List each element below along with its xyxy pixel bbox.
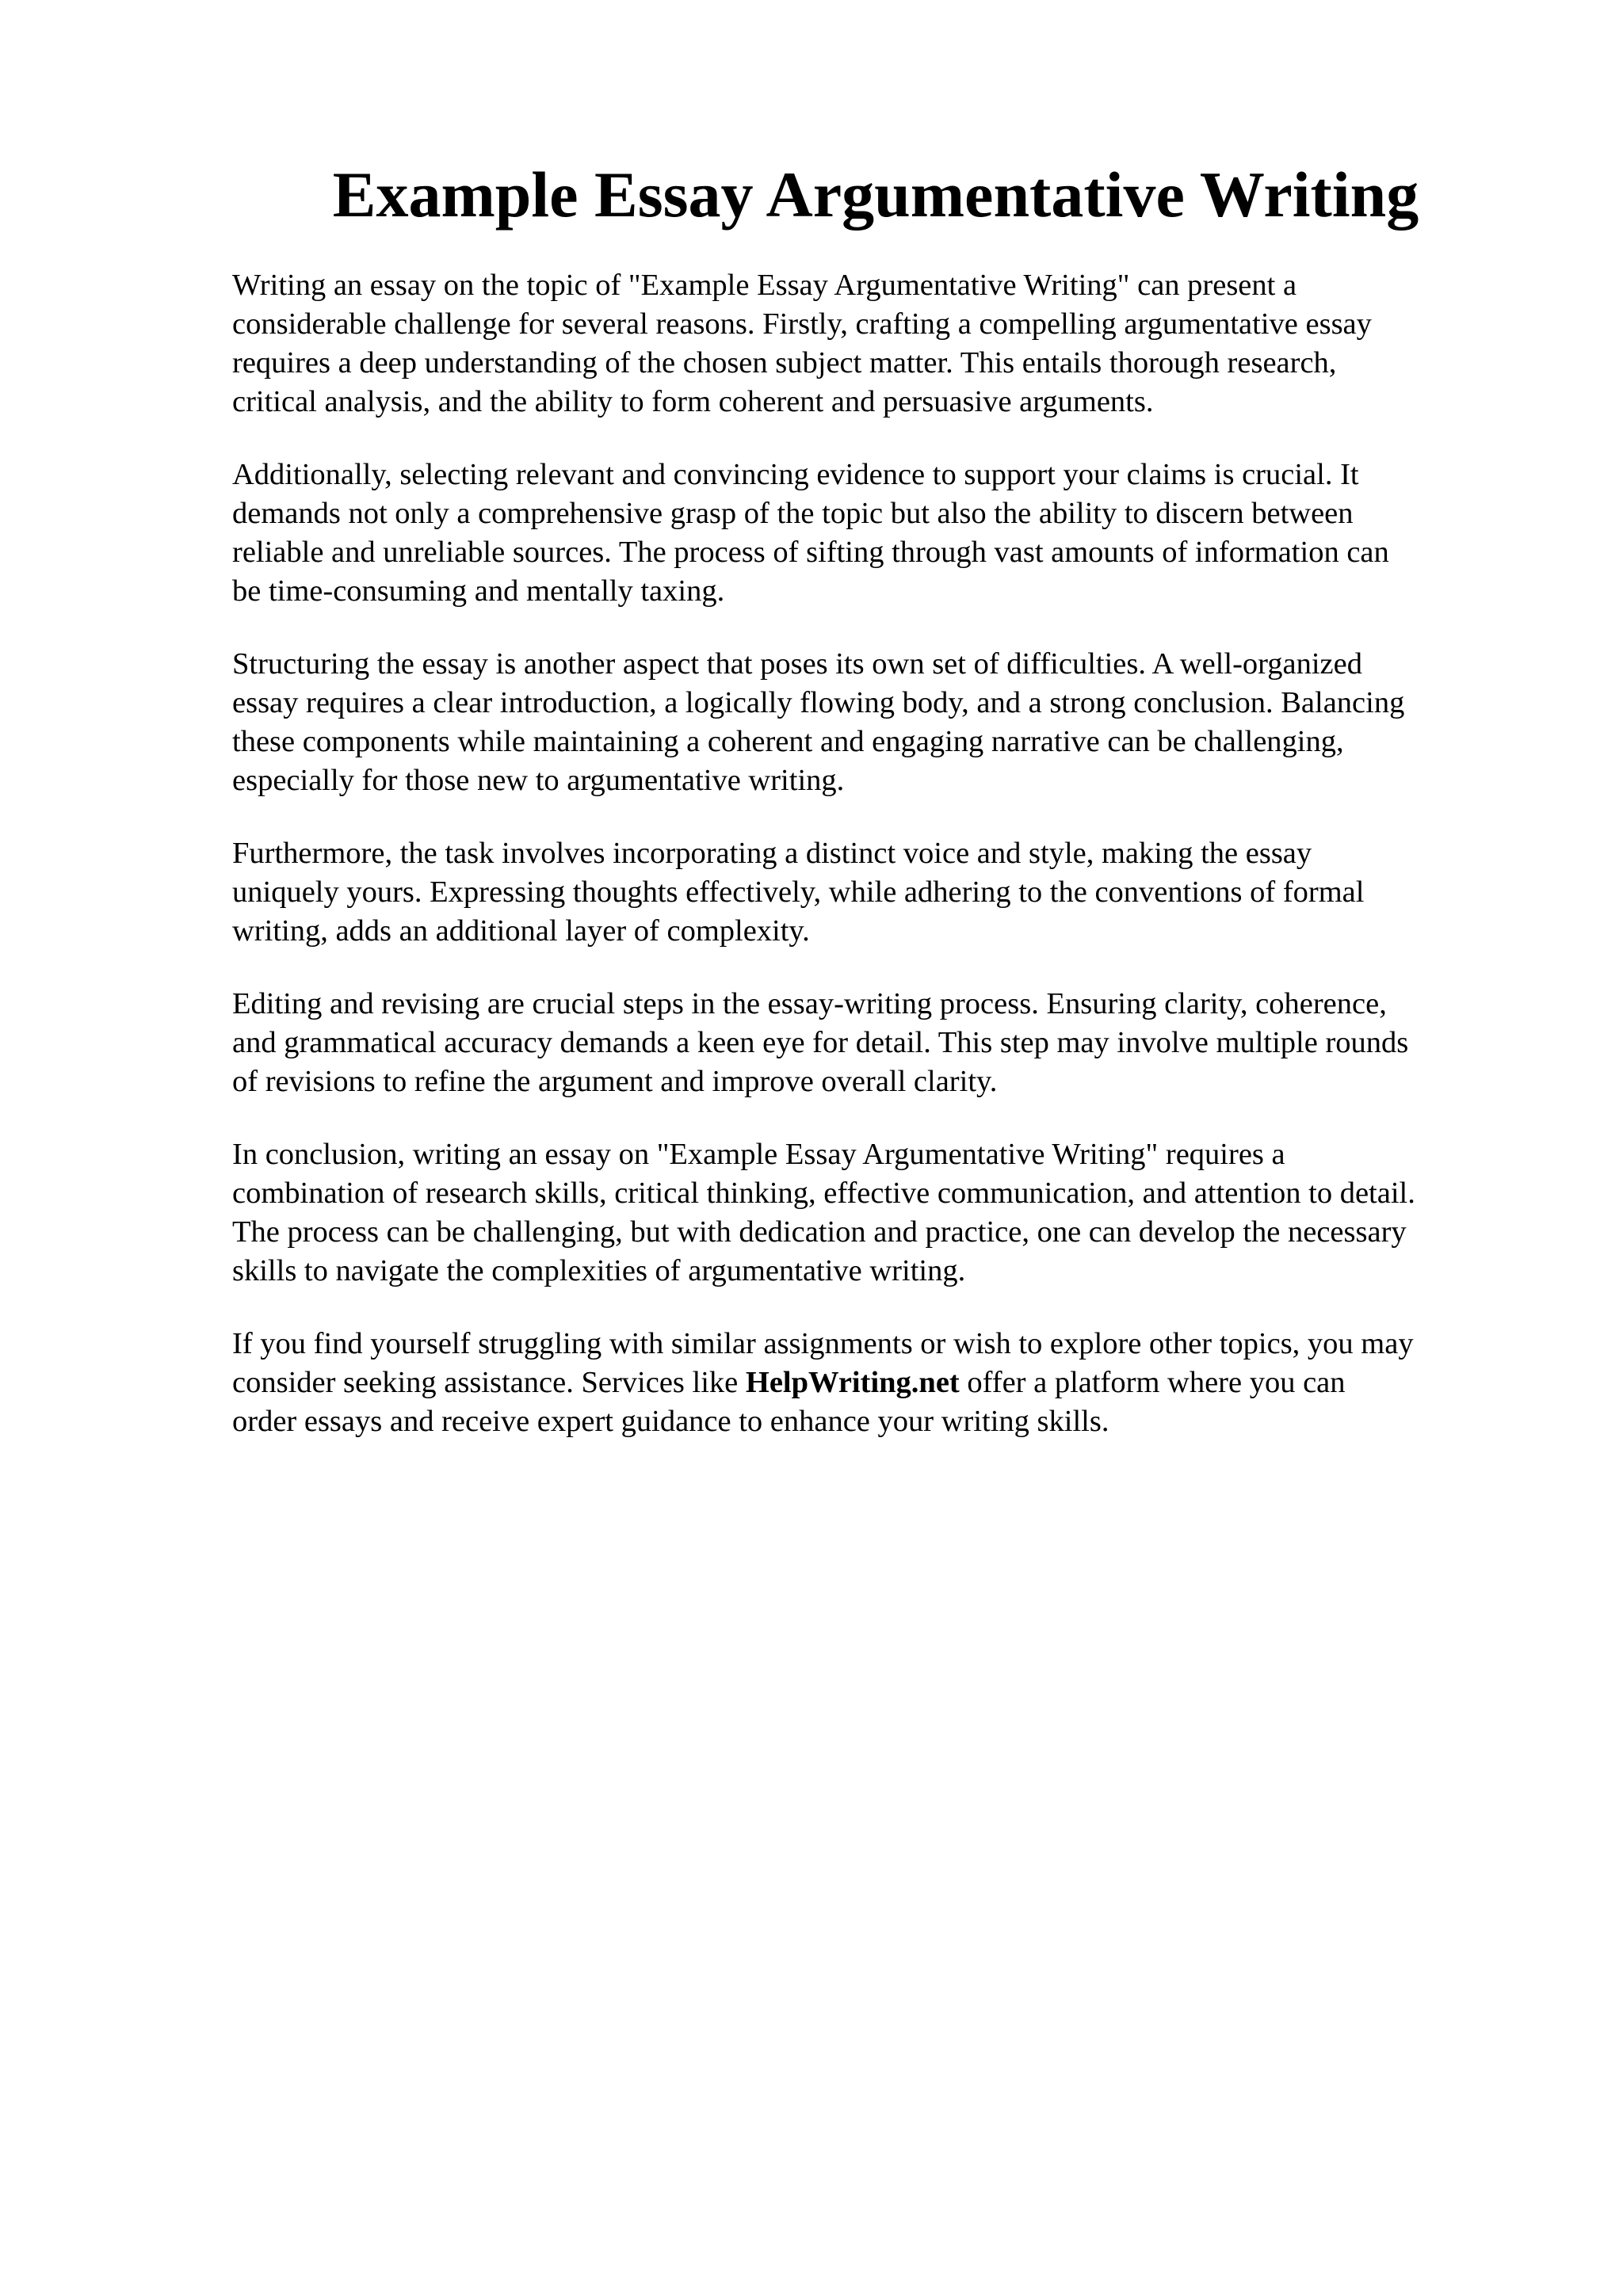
paragraph-5 — [232, 985, 1524, 1101]
paragraph-3 — [232, 645, 1524, 800]
paragraph-line: writing, adds an additional layer of complexity. — [232, 914, 810, 948]
closing-text-after-brand: offer a platform where you can — [959, 1366, 1346, 1399]
paragraph-6 — [232, 1135, 1524, 1291]
paragraph-line: demands not only a comprehensive grasp of the topic but also the ability to discern between — [232, 497, 1354, 530]
paragraph-line: Editing and revising are crucial steps in the essay-writing process. Ensuring clarity, coherence, — [232, 987, 1387, 1020]
paragraph-2 — [232, 456, 1524, 611]
paragraph-line: of revisions to refine the argument and improve overall clarity. — [232, 1065, 998, 1098]
paragraph-line: Furthermore, the task involves incorporating a distinct voice and style, making the essay — [232, 837, 1312, 870]
page-title: Example Essay Argumentative Writing — [332, 158, 1419, 231]
paragraph-line: these components while maintaining a coherent and engaging narrative can be challenging, — [232, 725, 1344, 758]
paragraph-line: be time-consuming and mentally taxing. — [232, 574, 725, 608]
paragraph-line: reliable and unreliable sources. The process of sifting through vast amounts of information can — [232, 536, 1389, 569]
closing-text-before-brand: consider seeking assistance. Services like — [232, 1366, 746, 1399]
paragraph-line: order essays and receive expert guidance to enhance your writing skills. — [232, 1405, 1109, 1438]
paragraph-7 — [232, 1325, 1524, 1441]
paragraph-line: skills to navigate the complexities of argumentative writing. — [232, 1254, 966, 1287]
brand-name: HelpWriting.net — [745, 1366, 960, 1399]
paragraph-line: requires a deep understanding of the chosen subject matter. This entails thorough research, — [232, 346, 1337, 379]
paragraph-line: If you find yourself struggling with similar assignments or wish to explore other topics, you may — [232, 1327, 1414, 1360]
paragraph-line — [232, 1363, 1524, 1402]
paragraph-line: Additionally, selecting relevant and convincing evidence to support your claims is crucial. It — [232, 458, 1359, 491]
paragraph-line: especially for those new to argumentative writing. — [232, 764, 845, 797]
paragraph-line: Structuring the essay is another aspect that poses its own set of difficulties. A well-organized — [232, 647, 1362, 681]
paragraph-line: combination of research skills, critical thinking, effective communication, and attention to detail. — [232, 1177, 1415, 1210]
paragraph-line: The process can be challenging, but with dedication and practice, one can develop the necessary — [232, 1215, 1407, 1249]
paragraph-line: critical analysis, and the ability to form coherent and persuasive arguments. — [232, 385, 1154, 418]
paragraph-line: essay requires a clear introduction, a logically flowing body, and a strong conclusion. Balancing — [232, 686, 1405, 719]
paragraph-4 — [232, 834, 1524, 951]
paragraph-1 — [232, 266, 1524, 421]
paragraph-line: Writing an essay on the topic of "Example Essay Argumentative Writing" can present a — [232, 269, 1297, 302]
paragraph-line: uniquely yours. Expressing thoughts effectively, while adhering to the conventions of formal — [232, 875, 1365, 909]
paragraph-line: considerable challenge for several reasons. Firstly, crafting a compelling argumentative essay — [232, 307, 1372, 341]
essay-body — [232, 266, 1524, 1475]
paragraph-line: and grammatical accuracy demands a keen eye for detail. This step may involve multiple rounds — [232, 1026, 1409, 1059]
paragraph-line: In conclusion, writing an essay on "Example Essay Argumentative Writing" requires a — [232, 1138, 1285, 1171]
